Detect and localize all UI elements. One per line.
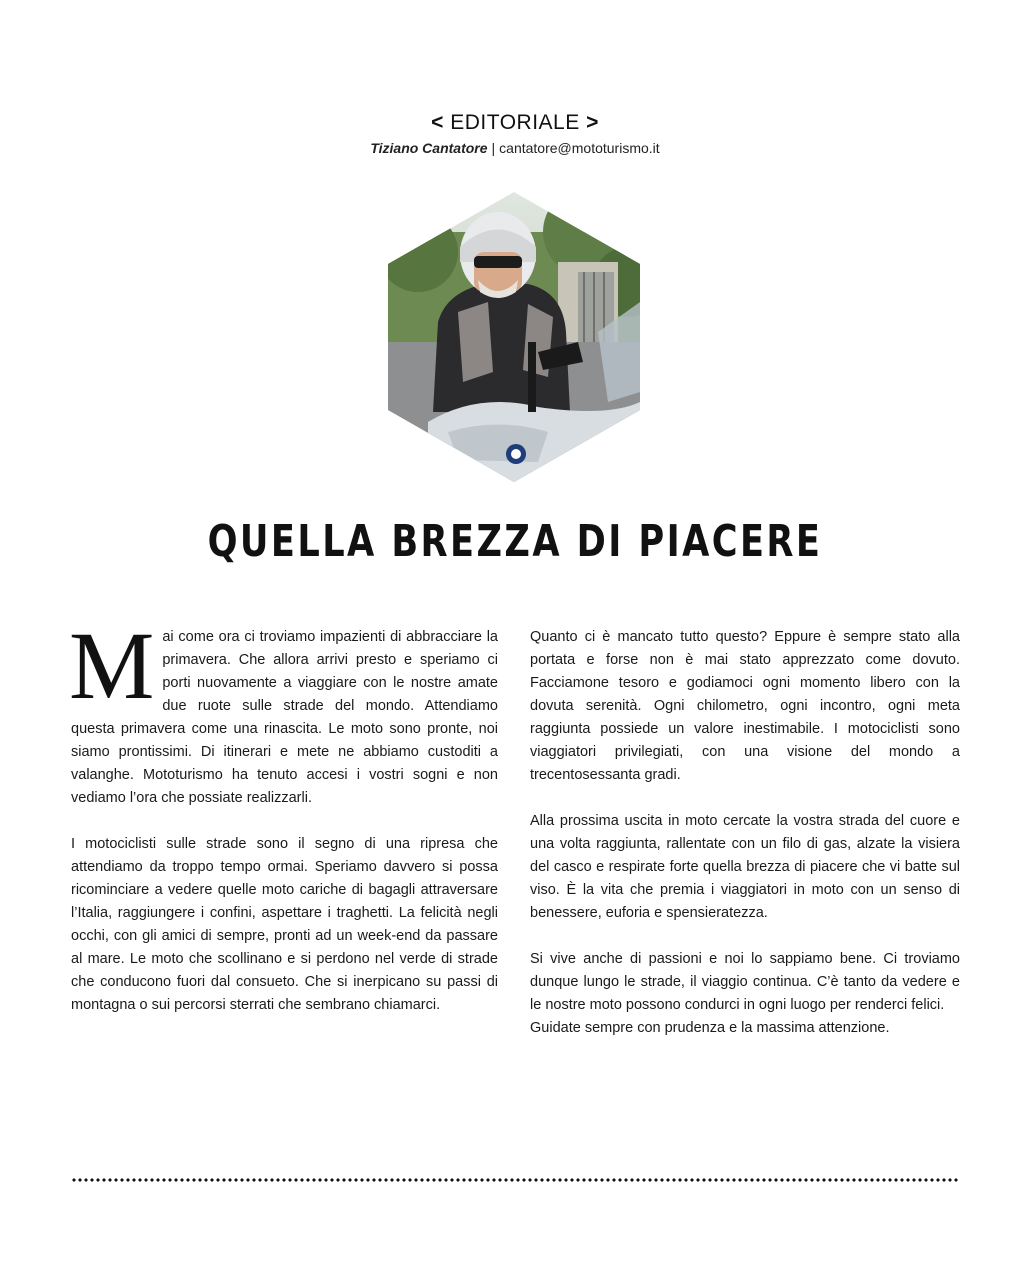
article-column-left <box>69 612 498 1017</box>
paragraph-text: ai come ora ci troviamo impazienti di abbracciare la primavera. Che allora arrivi presto e speriamo ci porti nuovamente a viaggiare con le nostre amate due ruote sulle strade del mondo. Attendiamo questa primavera come una rinascita. Le moto sono pronte, noi siamo prontissimi. Di itinerari e mete ne abbiamo custoditi a valanghe. Mototurismo ha tenuto accesi i vostri sogni e non vediamo l’ora che possiate realizzarli. <box>71 629 498 806</box>
article-paragraph <box>69 612 498 810</box>
section-label <box>0 110 1030 136</box>
article-paragraph: Si vive anche di passioni e noi lo sappiamo bene. Ci troviamo dunque lungo le strade, il viaggio continua. C’è tanto da vedere e le nostre moto possono condurci in ogni luogo per renderci felici. <box>530 951 960 1013</box>
bracket-open: < <box>431 111 444 134</box>
byline <box>0 138 1030 158</box>
article-paragraph-closing: Guidate sempre con prudenza e la massima attenzione. <box>530 1020 890 1036</box>
article-paragraph: Quanto ci è mancato tutto questo? Eppure è sempre stato alla portata e forse non è mai stato apprezzato come dovuto. Facciamone tesoro e godiamoci ogni momento libero con la dovuta serenità. Ogni chilometro, ogni incontro, ogni meta raggiunta possiede un valore inestimabile. I motociclisti sono viaggiatori privilegiati, con una visione del mondo a trecentosessanta gradi. <box>530 629 960 783</box>
author-email: cantatore@mototurismo.it <box>499 140 660 156</box>
bracket-close: > <box>586 111 599 134</box>
author-name: Tiziano Cantatore <box>370 140 488 156</box>
drop-cap: M <box>69 612 155 719</box>
headline: QUELLA BREZZA DI PIACERE <box>207 516 823 567</box>
portrait-scene <box>388 192 640 482</box>
dotted-divider <box>71 1177 960 1183</box>
section-header <box>0 110 1030 158</box>
article-paragraph: Alla prossima uscita in moto cercate la vostra strada del cuore e una volta raggiunta, rallentate con un filo di gas, alzate la visiera del casco e respirate forte quella brezza di piacere che vi batte sul viso. È la vita che premia i viaggiatori in moto con un senso di benessere, euforia e spensieratezza. <box>530 813 960 921</box>
article-paragraph: I motociclisti sulle strade sono il segno di una ripresa che attendiamo da troppo tempo ormai. Speriamo davvero si possa ricominciare a vedere quelle moto cariche di bagagli attraversare l’Italia, raggiungere i confini, aspettare i traghetti. La felicità negli occhi, con gli amici di sempre, pronti ad un week-end da passare al mare. Le moto che scollinano e si perdono nel verde di strade che conducono fuori dal consueto. Che si inerpicano su passi di montagna o sui percorsi sterrati che sembrano chiamarci. <box>71 836 498 1013</box>
article-column-right <box>530 626 960 1040</box>
rider-portrait-photo <box>388 192 640 482</box>
section-name: EDITORIALE <box>450 111 580 134</box>
byline-separator: | <box>491 140 496 156</box>
